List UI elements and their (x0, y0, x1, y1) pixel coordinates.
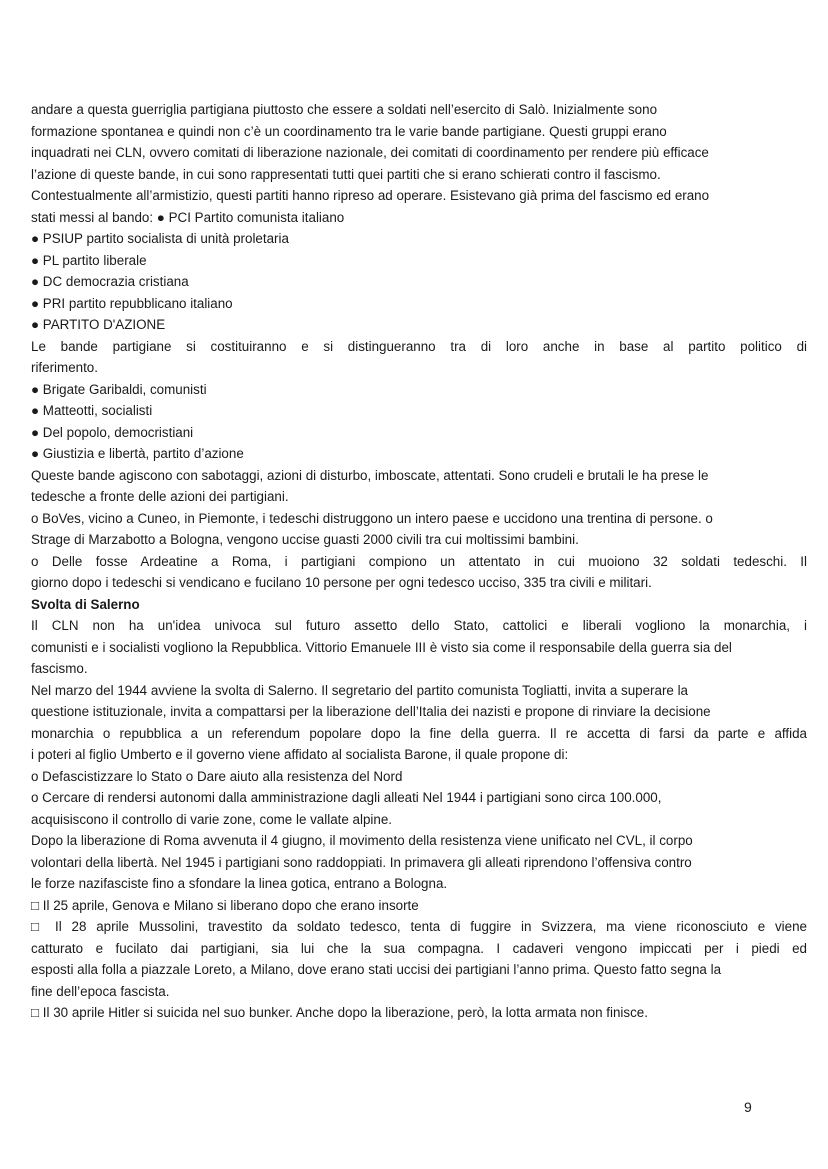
text-line: esposti alla folla a piazzale Loreto, a Milano, dove erano stati uccisi dei partigiani l’anno prima. Questo fatto segna la (31, 962, 722, 977)
list-item: ● Giustizia e libertà, partito d’azione (31, 446, 244, 461)
text-line: o Defascistizzare lo Stato o Dare aiuto alla resistenza del Nord (31, 768, 403, 784)
list-item: ● PL partito liberale (31, 252, 147, 268)
text-line: volontari della libertà. Nel 1945 i partigiani sono raddoppiati. In primavera gli alleati riprendono l’offensiva contro (31, 854, 692, 870)
text-line: Dopo la liberazione di Roma avvenuta il 4 giugno, il movimento della resistenza viene unificato nel CVL, il corpo (31, 833, 693, 848)
text-line: acquisiscono il controllo di varie zone, come le vallate alpine. (31, 811, 392, 827)
text-line: fine dell’epoca fascista. (31, 983, 170, 999)
text-line: i poteri al figlio Umberto e il governo viene affidato al socialista Barone, il quale propone di: (31, 747, 569, 762)
list-item: □ Il 25 aprile, Genova e Milano si liberano dopo che erano insorte (31, 897, 419, 913)
list-item: ● Matteotti, socialisti (31, 403, 153, 418)
list-item: □ Il 30 aprile Hitler si suicida nel suo bunker. Anche dopo la liberazione, però, la lotta armata non finisce. (31, 1005, 648, 1020)
text-line: o BoVes, vicino a Cuneo, in Piemonte, i tedeschi distruggono un intero paese e uccidono una trentina di persone. o (31, 510, 713, 526)
list-item: ● Del popolo, democristiani (31, 424, 194, 440)
text-line: le forze nazifasciste fino a sfondare la linea gotica, entrano a Bologna. (31, 876, 448, 891)
text-line: tedesche a fronte delle azioni dei partigiani. (31, 489, 289, 504)
text-line: formazione spontanea e quindi non c’è un coordinamento tra le varie bande partigiane. Questi gruppi erano (31, 123, 667, 139)
list-item: ● DC democrazia cristiana (31, 274, 189, 289)
text-line: o Cercare di rendersi autonomi dalla amministrazione dagli alleati Nel 1944 i partigiani sono circa 100.000, (31, 790, 662, 805)
list-item: ● PSIUP partito socialista di unità proletaria (31, 231, 289, 246)
list-item: ● Brigate Garibaldi, comunisti (31, 381, 207, 397)
text-line: Il CLN non ha un'idea univoca sul futuro assetto dello Stato, cattolici e liberali vogliono la monarchia, i (31, 618, 807, 633)
list-item: ● PARTITO D'AZIONE (31, 317, 166, 332)
section-heading: Svolta di Salerno (31, 596, 140, 612)
page-number: 9 (744, 1099, 752, 1115)
text-line: o Delle fosse Ardeatine a Roma, i partigiani compiono un attentato in cui muoiono 32 soldati tedeschi. Il (31, 553, 807, 569)
text-line: andare a questa guerriglia partigiana piuttosto che essere a soldati nell’esercito di Salò. Inizialmente sono (31, 102, 658, 117)
text-line: l’azione di queste bande, in cui sono rappresentati tutti quei partiti che si erano schierati contro il fascismo. (31, 166, 661, 182)
text-line: stati messi al bando: ● PCI Partito comunista italiano (31, 209, 345, 225)
text-line: monarchia o repubblica a un referendum popolare dopo la fine della guerra. Il re accetta di farsi da parte e affida (31, 725, 807, 741)
text-line: fascismo. (31, 661, 88, 676)
list-item: □ Il 28 aprile Mussolini, travestito da soldato tedesco, tenta di fuggire in Svizzera, ma viene riconosciuto e viene (31, 919, 807, 934)
text-line: inquadrati nei CLN, ovvero comitati di liberazione nazionale, dei comitati di coordinamento per rendere più efficace (31, 145, 709, 160)
text-line: Contestualmente all’armistizio, questi partiti hanno ripreso ad operare. Esistevano già prima del fascismo ed erano (31, 188, 710, 203)
text-line: riferimento. (31, 360, 98, 375)
text-line: Strage di Marzabotto a Bologna, vengono uccise guasti 2000 civili tra cui moltissimi bambini. (31, 532, 579, 547)
text-line: Queste bande agiscono con sabotaggi, azioni di disturbo, imboscate, attentati. Sono crudeli e brutali le ha prese le (31, 467, 709, 483)
text-line: comunisti e i socialisti vogliono la Repubblica. Vittorio Emanuele III è visto sia come il responsabile della guerra sia del (31, 639, 732, 655)
text-line: Nel marzo del 1944 avviene la svolta di Salerno. Il segretario del partito comunista Togliatti, invita a superare la (31, 682, 688, 698)
document-body (31, 99, 807, 1024)
list-item: ● PRI partito repubblicano italiano (31, 295, 233, 311)
text-line: catturato e fucilato dai partigiani, sia lui che la sua compagna. I cadaveri vengono impiccati per i piedi ed (31, 940, 807, 956)
text-line: Le bande partigiane si costituiranno e si distingueranno tra di loro anche in base al partito politico di (31, 338, 807, 354)
text-line: giorno dopo i tedeschi si vendicano e fucilano 10 persone per ogni tedesco ucciso, 335 tra civili e militari. (31, 575, 652, 590)
text-line: questione istituzionale, invita a compattarsi per la liberazione dell’Italia dei nazisti e propone di rinviare la decisione (31, 704, 711, 719)
